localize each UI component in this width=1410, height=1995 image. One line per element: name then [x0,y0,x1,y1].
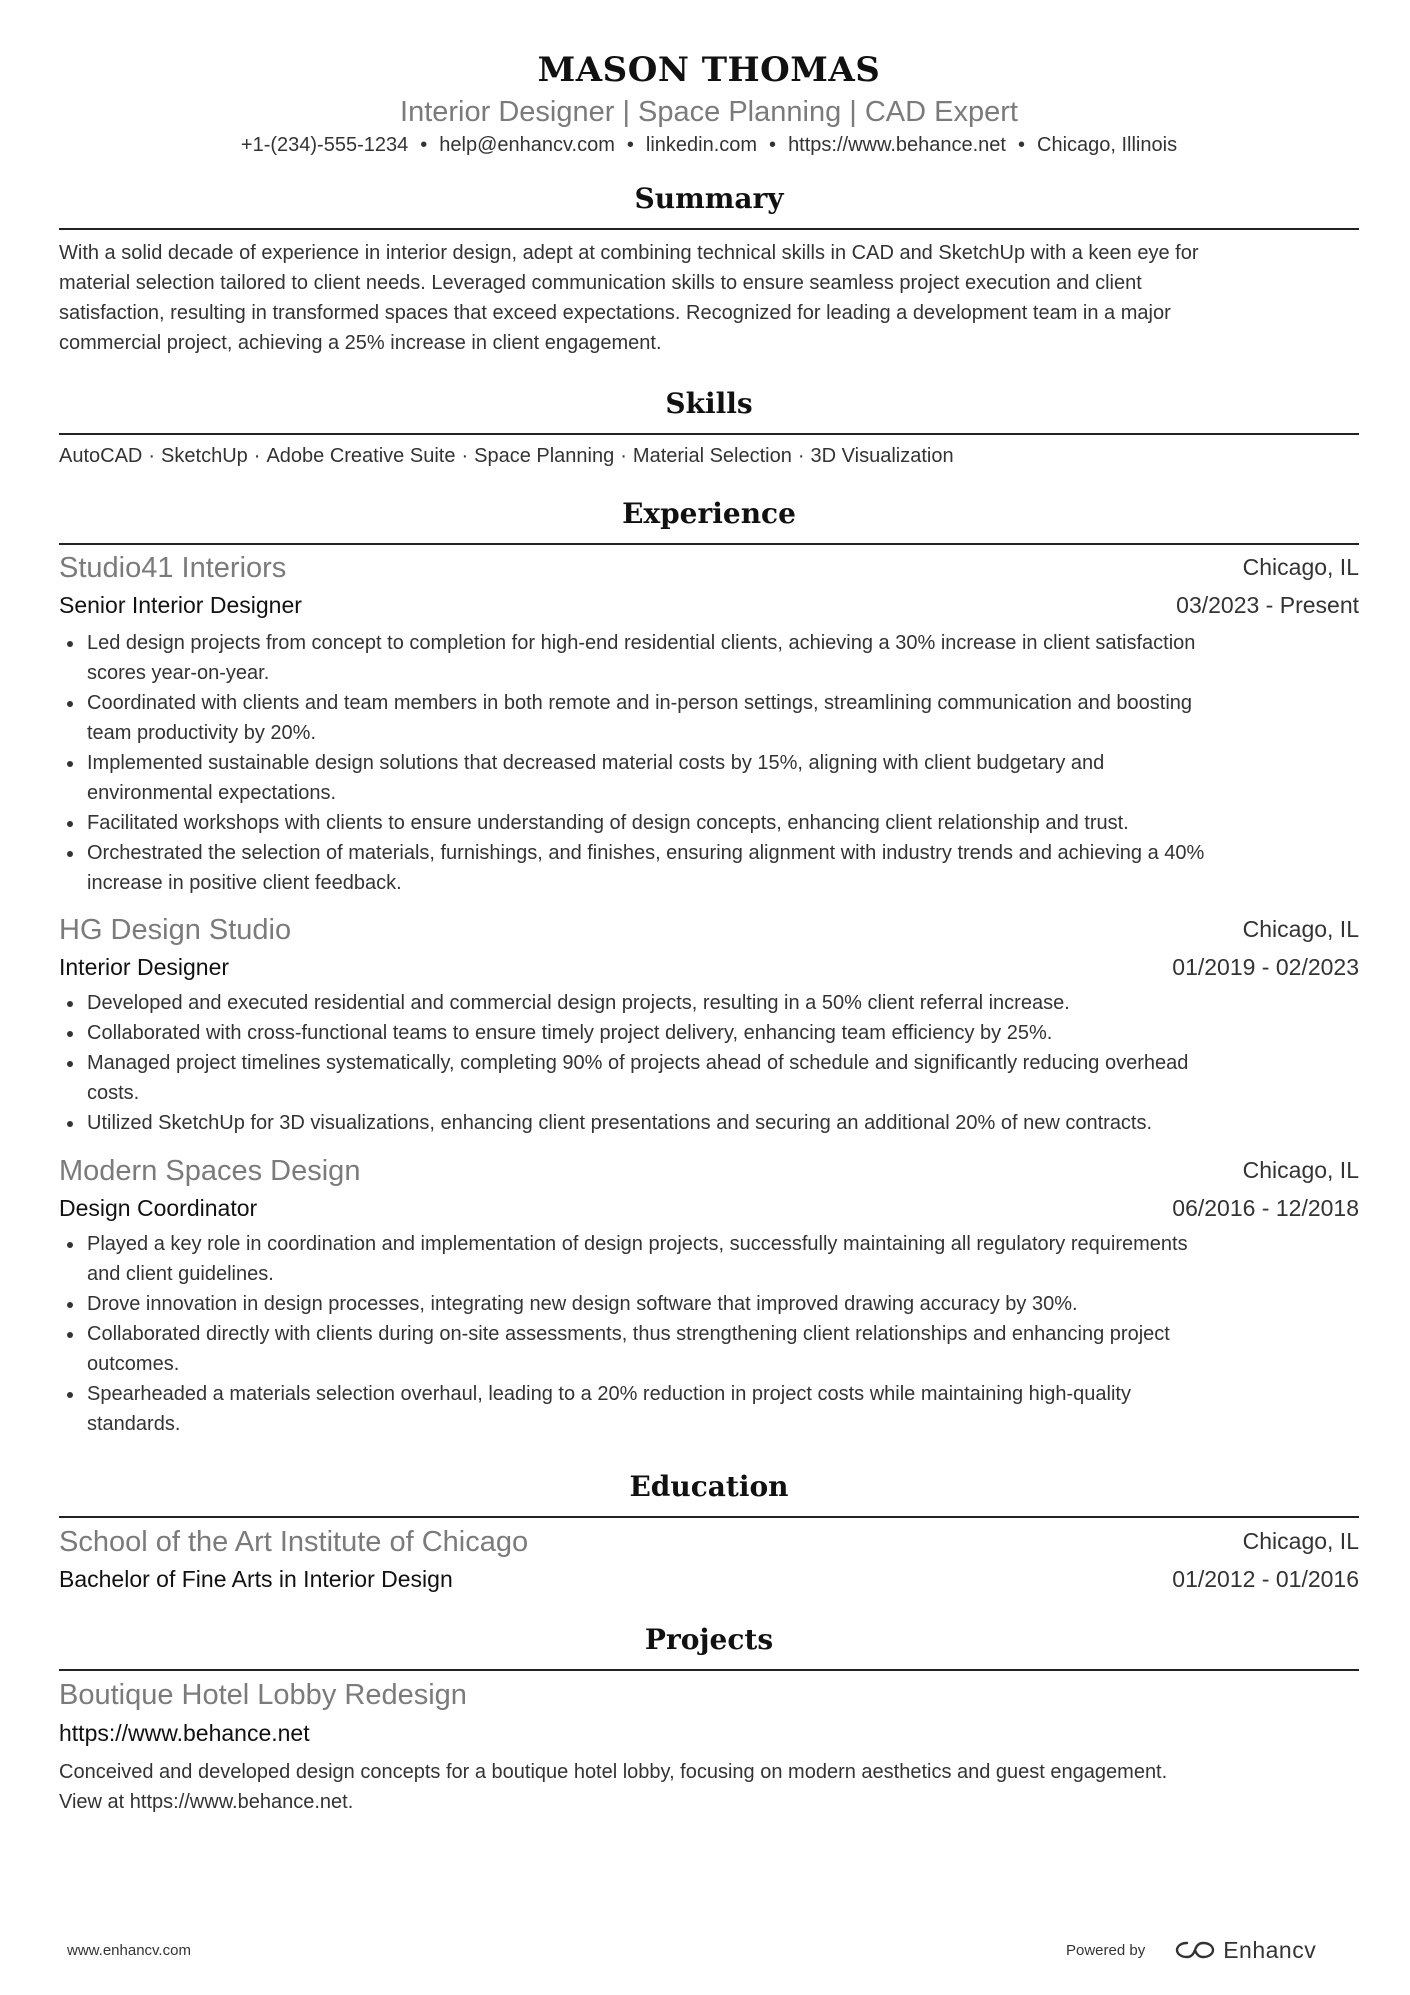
job-bullets [59,1229,1359,1439]
skill-separator: · [461,445,469,467]
contact-separator: • [626,134,634,156]
contact-email[interactable]: help@enhancv.com [439,134,615,156]
list-item: Drove innovation in design processes, integrating new design software that improved drawing accuracy by 30%. [59,1289,1359,1319]
skill-separator: · [253,445,261,467]
project-link[interactable]: https://www.behance.net [59,1720,310,1746]
job-dates: 01/2019 - 02/2023 [1172,954,1359,980]
summary-divider [59,228,1359,230]
skills-divider [59,433,1359,435]
list-item: Collaborated with cross-functional teams to ensure timely project delivery, enhancing team efficiency by 25%. [59,1018,1359,1048]
skill-separator: · [620,445,627,467]
skill-separator: · [797,445,805,467]
list-item: Orchestrated the selection of materials, furnishings, and finishes, ensuring alignment with industry trends and achieving a 40% increase in positive client feedback. [59,838,1359,898]
list-item: Collaborated directly with clients during on-site assessments, thus strengthening client relationships and enhancing project outcomes. [59,1319,1359,1379]
job-location: Chicago, IL [1242,554,1359,580]
contact-portfolio[interactable]: https://www.behance.net [788,134,1006,156]
education-heading: Education [629,1470,789,1503]
contact-linkedin[interactable]: linkedin.com [645,134,758,156]
list-item: Coordinated with clients and team members in both remote and in-person settings, streamlining communication and boosting team productivity by 20%. [59,688,1359,748]
job-company: HG Design Studio [59,914,292,946]
experience-heading: Experience [622,497,796,530]
job-role: Interior Designer [59,954,230,980]
project-line: View at https://www.behance.net. [59,1791,354,1813]
job-dates: 06/2016 - 12/2018 [1172,1195,1359,1221]
skill-item: SketchUp [161,445,248,467]
enhancv-logo-icon [1173,1938,1217,1962]
candidate-name: MASON THOMAS [537,50,881,90]
list-item: Played a key role in coordination and implementation of design projects, successfully maintaining all regulatory requirements and client guidelines. [59,1229,1359,1289]
project-description [59,1757,1359,1817]
projects-heading: Projects [644,1623,774,1656]
list-item: Spearheaded a materials selection overhaul, leading to a 20% reduction in project costs while maintaining high-quality standards. [59,1379,1359,1439]
job-company: Modern Spaces Design [59,1155,361,1187]
skill-item: AutoCAD [59,445,143,467]
education-location: Chicago, IL [1242,1528,1359,1554]
job-company: Studio41 Interiors [59,552,287,584]
footer-website[interactable]: www.enhancv.com [67,1942,191,1959]
contact-separator: • [420,134,428,156]
project-name: Boutique Hotel Lobby Redesign [59,1679,467,1711]
skill-item: Adobe Creative Suite [266,445,456,467]
job-dates: 03/2023 - Present [1176,592,1359,618]
projects-divider [59,1669,1359,1671]
contact-location: Chicago, Illinois [1037,134,1178,156]
list-item: Managed project timelines systematically, completing 90% of projects ahead of schedule and significantly reducing overhead costs. [59,1048,1359,1108]
candidate-headline: Interior Designer | Space Planning | CAD Expert [400,96,1018,128]
summary-heading: Summary [634,182,784,215]
list-item: Facilitated workshops with clients to ensure understanding of design concepts, enhancing client relationship and trust. [59,808,1359,838]
skill-item: Space Planning [474,445,615,467]
list-item: Utilized SketchUp for 3D visualizations, enhancing client presentations and securing an additional 20% of new contracts. [59,1108,1359,1138]
job-role: Senior Interior Designer [59,592,302,618]
summary-text [59,238,1359,358]
education-divider [59,1516,1359,1518]
contact-phone: +1-(234)-555-1234 [240,134,409,156]
summary-line: With a solid decade of experience in interior design, adept at combining technical skills in CAD and SketchUp with a keen eye for [59,242,1199,264]
list-item: Developed and executed residential and commercial design projects, resulting in a 50% client referral increase. [59,988,1359,1018]
education-dates: 01/2012 - 01/2016 [1172,1566,1359,1592]
summary-line: material selection tailored to client needs. Leveraged communication skills to ensure seamless project execution and client [59,272,1142,294]
job-location: Chicago, IL [1242,916,1359,942]
contact-line [59,134,1359,157]
skill-separator: · [148,445,156,467]
contact-separator: • [1017,134,1025,156]
contact-separator: • [769,134,777,156]
job-bullets [59,628,1359,898]
enhancv-brand: Enhancv [1223,1936,1317,1963]
experience-divider [59,543,1359,545]
list-item: Implemented sustainable design solutions that decreased material costs by 15%, aligning with client budgetary and environmental expectations. [59,748,1359,808]
summary-line: satisfaction, resulting in transformed spaces that exceed expectations. Recognized for leading a development team in a major [59,302,1171,324]
footer-branding [1066,1932,1316,1968]
project-line: Conceived and developed design concepts for a boutique hotel lobby, focusing on modern aesthetics and guest engagement. [59,1761,1168,1783]
skills-heading: Skills [665,387,753,420]
job-bullets [59,988,1359,1138]
skill-item: 3D Visualization [810,445,954,467]
job-role: Design Coordinator [59,1195,258,1221]
skill-item: Material Selection [632,445,792,467]
summary-line: commercial project, achieving a 25% increase in client engagement. [59,332,662,354]
education-degree: Bachelor of Fine Arts in Interior Design [59,1566,453,1592]
job-location: Chicago, IL [1242,1157,1359,1183]
education-school: School of the Art Institute of Chicago [59,1526,529,1558]
skills-list [59,445,1359,468]
list-item: Led design projects from concept to completion for high-end residential clients, achieving a 30% increase in client satisfaction scores year-on-year. [59,628,1359,688]
powered-by-label: Powered by [1066,1941,1146,1959]
